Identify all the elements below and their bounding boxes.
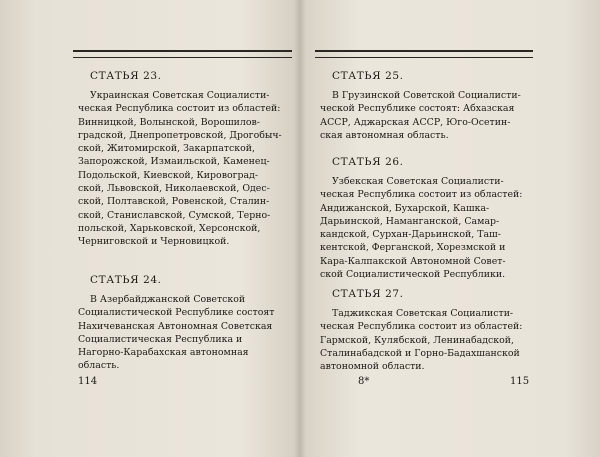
page-number: 114 [78,376,98,387]
text-line: автономной области. [320,361,425,373]
text-line: Черниговской и Черновицкой. [78,236,230,248]
text-line: Гармской, Кулябской, Ленинабадской, [320,334,514,346]
text-line: ческая Республика состоит из областей: [320,189,523,201]
article-23 [78,70,282,249]
text-line: ческой Республике состоят: Абхазская [320,103,515,115]
article-heading: СТАТЬЯ 26. [332,156,404,168]
text-line: Сталинабадской и Горно-Бадахшанской [320,347,520,359]
text-line: Узбекская Советская Социалисти- [332,176,504,187]
article-text [78,89,282,249]
text-line: Андижанской, Бухарской, Кашка- [320,202,490,214]
text-line: Кара-Калпакской Автономной Совет- [320,255,506,267]
text-line: ской, Львовской, Николаевской, Одес- [78,183,270,195]
text-line: ческая Республика состоит из областей: [78,103,281,115]
article-27 [320,288,528,373]
text-line: область. [78,360,120,372]
text-line: кандской, Сурхан-Дарьинской, Таш- [320,229,501,241]
article-24 [78,274,275,373]
top-double-rule [73,50,292,58]
article-heading: СТАТЬЯ 24. [90,274,162,286]
text-line: Подольской, Киевской, Кировоград- [78,169,259,181]
article-25 [320,70,528,142]
text-line: ская автономная область. [320,129,449,141]
text-line: Таджикская Советская Социалисти- [332,308,514,319]
right-page [300,0,600,457]
text-line: ской, Станиславской, Сумской, Терно- [78,209,271,221]
text-line: Нахичеванская Автономная Советская [78,320,273,332]
text-line: В Азербайджанской Советской [90,294,246,305]
article-26 [320,156,528,281]
article-heading: СТАТЬЯ 23. [90,70,162,82]
text-line: кентской, Ферганской, Хорезмской и [320,242,506,254]
text-line: Дарьинской, Наманганской, Самар- [320,215,500,227]
text-line: АССР, Аджарская АССР, Юго-Осетин- [320,116,511,128]
article-text [320,307,528,373]
text-line: Запорожской, Измаильской, Каменец- [78,156,270,168]
top-double-rule [315,50,533,58]
printer-signature: 8* [358,376,370,387]
article-text [78,293,275,373]
text-line: ческая Республика состоит из областей: [320,321,523,333]
text-line: Украинская Советская Социалисти- [90,90,270,101]
text-line: ской, Полтавской, Ровенской, Сталин- [78,196,270,208]
text-line: Социалистическая Республика и [78,333,243,345]
article-heading: СТАТЬЯ 27. [332,288,404,300]
text-line: ской Социалистической Республики. [320,269,506,281]
text-line: Нагорно-Карабахская автономная [78,347,249,359]
article-heading: СТАТЬЯ 25. [332,70,404,82]
text-line: градской, Днепропетровской, Дрогобыч- [78,129,282,141]
text-line: Социалистической Республике состоят [78,307,275,319]
article-text [320,89,528,142]
article-text [320,175,528,281]
text-line: польской, Харьковской, Херсонской, [78,222,261,234]
text-line: ской, Житомирской, Закарпатской, [78,143,255,155]
text-line: Винницкой, Волынской, Ворошилов- [78,116,260,128]
page-number: 115 [510,376,530,387]
text-line: В Грузинской Советской Социалисти- [332,90,521,101]
